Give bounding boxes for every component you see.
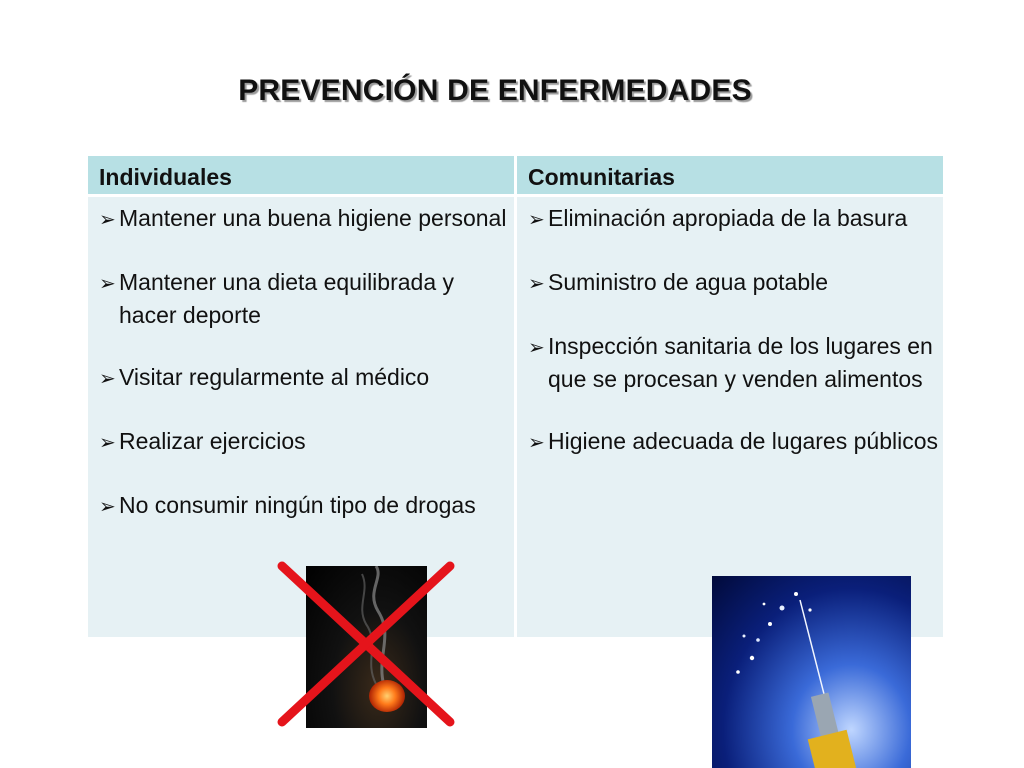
prevention-table (88, 156, 943, 637)
list-item-text: Mantener una dieta equilibrada y hacer deporte (119, 269, 455, 328)
arrow-bullet-icon: ➢ (99, 432, 116, 454)
prohibited-cross-icon (276, 560, 456, 730)
column-header-comunitarias: Comunitarias (517, 156, 943, 194)
arrow-bullet-icon: ➢ (99, 368, 116, 390)
column-body-comunitarias (517, 197, 943, 637)
list-item-text: Eliminación apropiada de la basura (548, 205, 908, 231)
syringe-graphic (712, 576, 911, 768)
syringe-photo (712, 576, 911, 768)
page-title: PREVENCIÓN DE ENFERMEDADES (238, 74, 752, 107)
list-item-text: Visitar regularmente al médico (119, 364, 430, 390)
column-comunitarias (517, 156, 943, 637)
list-item (528, 331, 943, 395)
column-header-individuales: Individuales (88, 156, 514, 194)
list-item-text: Inspección sanitaria de los lugares en que se procesan y venden alimentos (548, 333, 933, 392)
bullet-list-comunitarias (517, 203, 943, 459)
list-item (528, 267, 943, 300)
list-item (99, 426, 514, 459)
list-item-text: Higiene adecuada de lugares públicos (548, 428, 939, 454)
arrow-bullet-icon: ➢ (99, 273, 116, 295)
list-item-text: Realizar ejercicios (119, 428, 306, 454)
list-item-text: Suministro de agua potable (548, 269, 829, 295)
list-item-text: Mantener una buena higiene personal (119, 205, 507, 231)
list-item (99, 362, 514, 395)
arrow-bullet-icon: ➢ (528, 432, 545, 454)
arrow-bullet-icon: ➢ (528, 337, 545, 359)
arrow-bullet-icon: ➢ (99, 209, 116, 231)
list-item (99, 203, 514, 236)
arrow-bullet-icon: ➢ (528, 273, 545, 295)
list-item (528, 426, 943, 459)
list-item (99, 267, 514, 331)
list-item (528, 203, 943, 236)
arrow-bullet-icon: ➢ (99, 496, 116, 518)
arrow-bullet-icon: ➢ (528, 209, 545, 231)
list-item (99, 490, 514, 523)
bullet-list-individuales (88, 203, 514, 523)
list-item-text: No consumir ningún tipo de drogas (119, 492, 476, 518)
